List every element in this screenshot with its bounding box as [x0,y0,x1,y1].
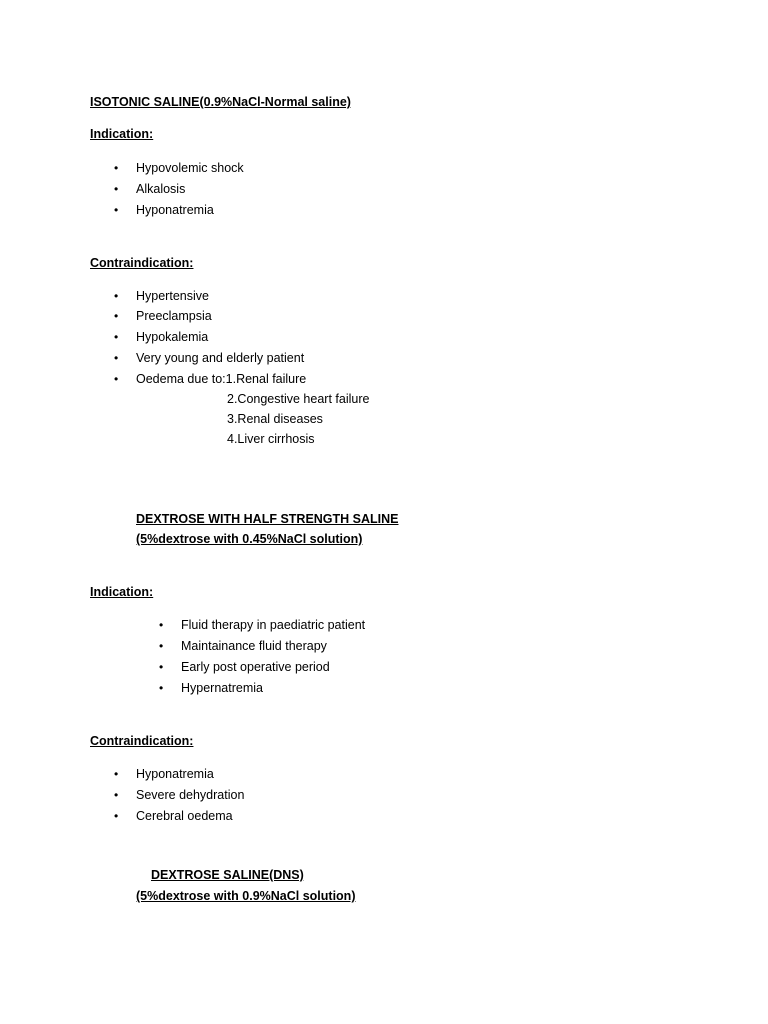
bullet-icon: • [159,618,164,632]
list-item: Hypertensive [136,289,209,303]
bullet-icon: • [114,182,119,196]
list-item: Preeclampsia [136,309,212,323]
list-item: Hypernatremia [181,681,263,695]
section-title-dextrose-saline: DEXTROSE SALINE(DNS) [151,868,304,882]
section-title-isotonic-saline: ISOTONIC SALINE(0.9%NaCl-Normal saline) [90,95,351,109]
bullet-icon: • [114,330,119,344]
list-item: Very young and elderly patient [136,351,305,365]
list-item: Hypovolemic shock [136,161,244,175]
list-item: Hypokalemia [136,330,209,344]
list-item: Cerebral oedema [136,809,233,823]
list-item: Maintainance fluid therapy [181,639,327,653]
bullet-icon: • [159,681,164,695]
list-item: Hyponatremia [136,767,214,781]
indication-heading: Indication: [90,585,154,599]
contraindication-heading: Contraindication: [90,256,194,270]
bullet-icon: • [114,788,119,802]
section-subtitle-dextrose-half-saline: (5%dextrose with 0.45%NaCl solution) [136,532,363,546]
list-item: Hyponatremia [136,203,214,217]
contraindication-heading: Contraindication: [90,734,194,748]
oedema-cause: 3.Renal diseases [227,412,323,426]
bullet-icon: • [114,767,119,781]
bullet-icon: • [114,809,119,823]
section-title-dextrose-half-saline: DEXTROSE WITH HALF STRENGTH SALINE [136,512,399,526]
bullet-icon: • [114,351,119,365]
bullet-icon: • [159,660,164,674]
indication-heading: Indication: [90,127,154,141]
list-item: Early post operative period [181,660,330,674]
list-item: Severe dehydration [136,788,245,802]
bullet-icon: • [114,309,119,323]
bullet-icon: • [159,639,164,653]
section-subtitle-dextrose-saline: (5%dextrose with 0.9%NaCl solution) [136,889,356,903]
list-item: Fluid therapy in paediatric patient [181,618,366,632]
bullet-icon: • [114,289,119,303]
oedema-cause: 4.Liver cirrhosis [227,432,315,446]
bullet-icon: • [114,372,119,386]
list-item: Alkalosis [136,182,186,196]
bullet-icon: • [114,161,119,175]
bullet-icon: • [114,203,119,217]
list-item: Oedema due to:1.Renal failure [136,372,307,386]
oedema-cause: 2.Congestive heart failure [227,392,370,406]
